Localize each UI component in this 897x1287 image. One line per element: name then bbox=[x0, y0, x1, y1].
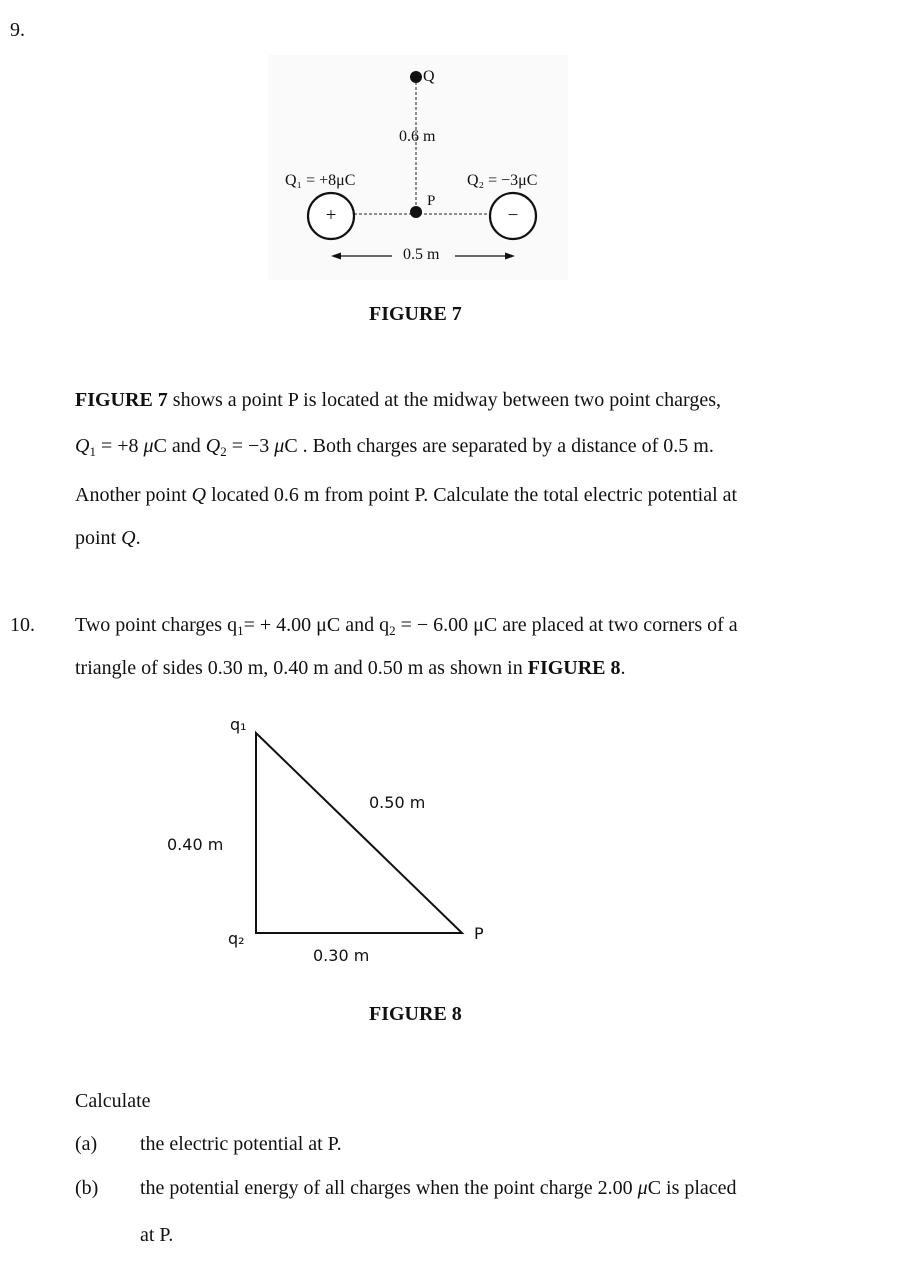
figure-8-caption: FIGURE 8 bbox=[369, 1003, 462, 1025]
arrow-right-head bbox=[505, 253, 515, 260]
fig7-minus-sign: − bbox=[507, 205, 519, 226]
point-p-dot bbox=[410, 206, 422, 218]
question-number-10: 10. bbox=[10, 614, 35, 636]
calculate-label: Calculate bbox=[75, 1090, 151, 1112]
q10-line-2: triangle of sides 0.30 m, 0.40 m and 0.50 m as shown in FIGURE 8. bbox=[75, 657, 626, 679]
fig7-distance-q1q2: 0.5 m bbox=[403, 246, 440, 263]
figure-8 bbox=[0, 700, 897, 980]
fig7-q1-label: Q₁ = +8μC bbox=[285, 172, 356, 189]
part-b-text: the potential energy of all charges when the point charge 2.00 μC is placed bbox=[140, 1177, 737, 1199]
q10-line-1: Two point charges $q_1= + 4.00$ μC and $q_2$ = − 6.00 μC are placed at two corners of a bbox=[75, 614, 738, 638]
fig7-plus-sign: + bbox=[325, 205, 337, 226]
fig8-side-hypotenuse: 0.50 m bbox=[369, 793, 426, 812]
part-b-text-cont: at P. bbox=[140, 1224, 174, 1246]
fig7-label-p: P bbox=[427, 193, 436, 209]
fig8-label-q1: q₁ bbox=[230, 715, 247, 734]
arrow-left-head bbox=[331, 253, 341, 260]
fig7-q2-label: Q₂ = −3μC bbox=[467, 172, 538, 189]
question-number-9: 9. bbox=[10, 19, 25, 41]
fig8-label-q2: q₂ bbox=[228, 929, 245, 948]
fig7-label-q: Q bbox=[423, 68, 435, 85]
figure-7-caption: FIGURE 7 bbox=[369, 303, 462, 325]
triangle bbox=[256, 733, 462, 933]
point-q-dot bbox=[410, 71, 422, 83]
q9-line-4: point Q. bbox=[75, 527, 141, 549]
fig8-side-base: 0.30 m bbox=[313, 946, 370, 965]
q9-line-2: $Q_1 = +8$ μC and $Q_2 = -3$ μC . Both charges are separated by a distance of 0.5 m. bbox=[75, 435, 714, 459]
part-a-label: (a) bbox=[75, 1133, 98, 1155]
fig8-label-p: P bbox=[474, 924, 484, 943]
fig7-distance-qp: 0.6 m bbox=[399, 128, 436, 145]
part-b-label: (b) bbox=[75, 1177, 99, 1199]
q9-line-3: Another point Q located 0.6 m from point P. Calculate the total electric potential at bbox=[75, 484, 738, 506]
part-a-text: the electric potential at P. bbox=[140, 1133, 342, 1155]
figure-7 bbox=[0, 0, 897, 300]
q9-line-1: FIGURE 7 shows a point P is located at the midway between two point charges, bbox=[75, 389, 722, 411]
fig8-side-vertical: 0.40 m bbox=[167, 835, 224, 854]
